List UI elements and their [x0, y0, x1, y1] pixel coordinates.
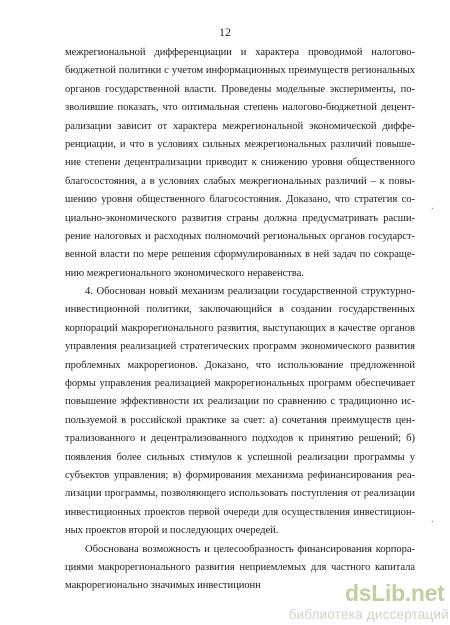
margin-mark: · [430, 517, 434, 528]
watermark [255, 580, 450, 625]
text-line: зволившие показать, что оптимальная степень налогово-бюджетной децент- [65, 102, 415, 114]
text-line: шению уровня общественного благосостояния. Доказано, что стратегия со- [65, 194, 415, 206]
text-line: лизации программы, позволяющего использовать поступления от реализации [65, 488, 415, 500]
page-number: 12 [219, 25, 231, 39]
text-line: пользуемой в российской практике за счет: а) сочетания преимуществ цен- [65, 414, 415, 426]
text-line: бюджетной политики с учетом информационных преимуществ региональных [65, 65, 415, 77]
text-line: Обоснована возможность и целесообразность финансирования корпора- [85, 543, 415, 555]
text-line: благосостояния, а в условиях слабых межрегиональных различий – к повы- [65, 175, 415, 187]
text-line: 4. Обоснован новый механизм реализации государственной структурно- [85, 286, 415, 298]
text-line: нию межрегионального экономического неравенства. [65, 267, 304, 279]
text-line: появления более сильных стимулов к успешной реализации программы у [65, 451, 415, 463]
text-line: субъектов управления; в) формирования механизма рефинансирования реа- [65, 469, 415, 481]
text-line: ренциации, и что в условиях сильных межрегиональных различий повыше- [65, 138, 415, 150]
text-line: корпораций макрорегионального развития, выступающих в качестве органов [65, 322, 415, 334]
text-line: межрегиональной дифференциации и характера проводимой налогово- [65, 47, 415, 58]
text-line: инвестиционных проектов первой очереди для осуществления инвестицион- [65, 506, 415, 518]
text-line: повышение эффективности их реализации по сравнению с традиционно ис- [65, 396, 415, 408]
text-line: трализованного и децентрализованного подходов к принятию решений; б) [65, 433, 415, 445]
watermark-caption: библиотека диссертаций [288, 607, 449, 622]
text-line: циями макрорегионального развития неприемлемых для частного капитала [65, 561, 415, 573]
text-line: управления реализацией стратегических программ экономического развития [65, 341, 415, 353]
text-line: органов государственной власти. Проведены модельные эксперименты, по- [65, 83, 415, 95]
text-line: циально-экономического развития страны должна предусматривать расши- [65, 212, 415, 224]
watermark-logo: dsLib.net [345, 580, 445, 606]
body-text [65, 44, 415, 596]
text-line: венной власти по мере решения сформулированных в ней задач по сокраще- [65, 249, 415, 261]
text-line: проблемных макрорегионов. Доказано, что использование предложенной [65, 359, 415, 371]
text-line: ние степени децентрализации приводит к снижению уровня общественного [65, 157, 415, 169]
text-line: рение налоговых и расходных полномочий региональных органов государст- [65, 230, 415, 242]
text-line: формы управления реализацией макрорегиональных программ обеспечивает [65, 378, 415, 390]
text-line: макрорегионально значимых инвестиционн [65, 580, 261, 592]
text-line: ных проектов второй и последующих очередей. [65, 525, 279, 537]
margin-mark: · [430, 204, 434, 215]
text-line: рализации зависит от характера межрегиональной экономической диффе- [65, 120, 415, 132]
text-line: инвестиционной политики, заключающийся в создании государственных [65, 304, 415, 316]
